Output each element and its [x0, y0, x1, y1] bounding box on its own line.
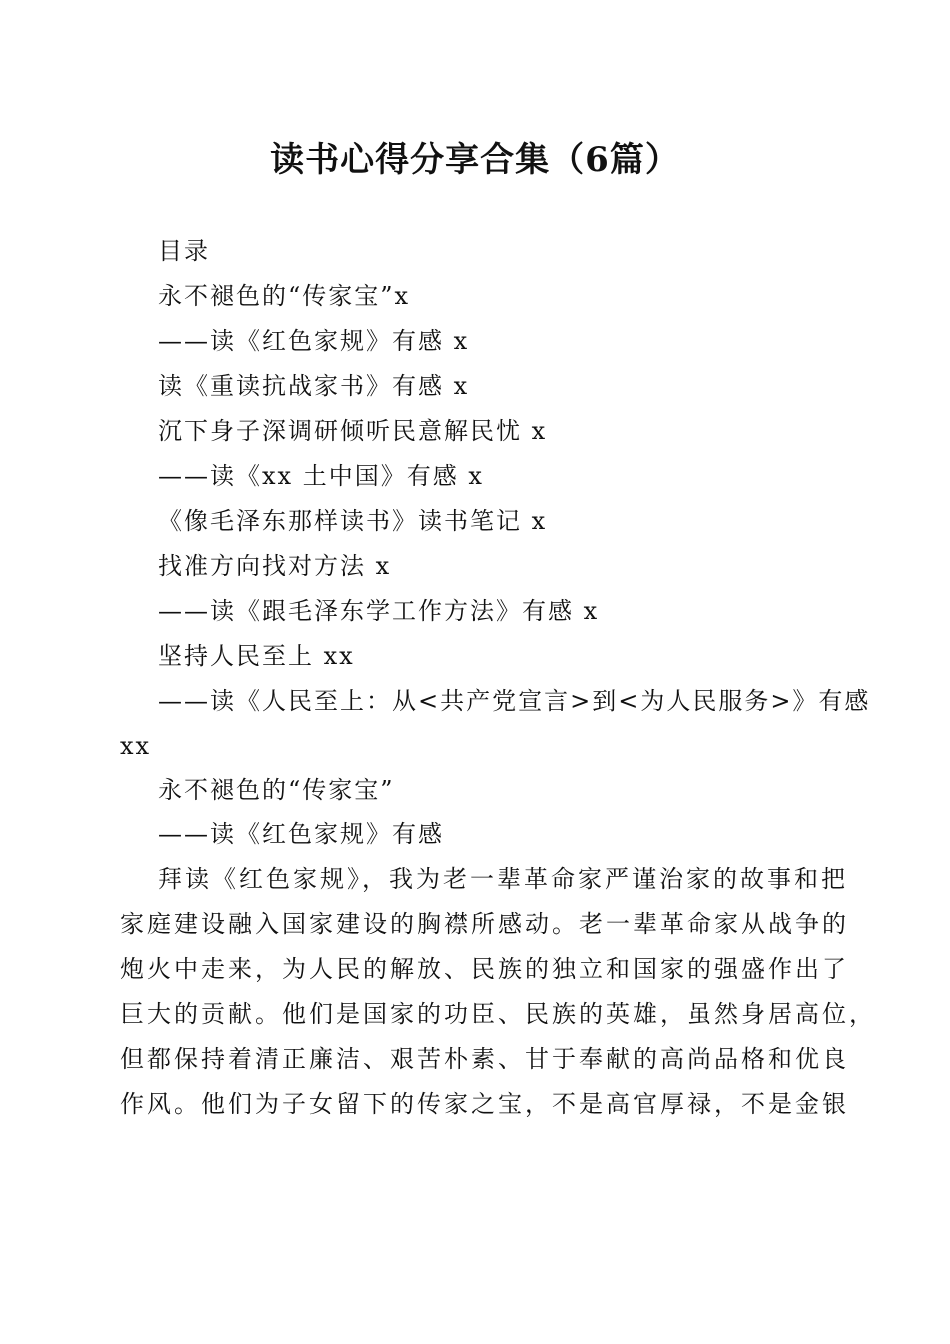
toc-heading: 目录: [158, 237, 210, 265]
toc-entry: 沉下身子深调研倾听民意解民忧 x: [158, 417, 548, 445]
toc-entry: 坚持人民至上 xx: [158, 642, 355, 670]
toc-entry: 读《重读抗战家书》有感 x: [158, 372, 470, 400]
toc-entry-continuation: xx: [120, 732, 152, 760]
article-paragraph-line: 作风。他们为子女留下的传家之宝，不是高官厚禄，不是金银: [120, 1090, 849, 1118]
article-subtitle: ——读《红色家规》有感: [158, 820, 444, 848]
toc-entry: 找准方向找对方法 x: [158, 552, 392, 580]
toc-entry: ——读《红色家规》有感 x: [158, 327, 470, 355]
document-title: 读书心得分享合集（6篇）: [270, 140, 680, 180]
article-paragraph-line: 拜读《红色家规》，我为老一辈革命家严谨治家的故事和把: [158, 865, 848, 893]
article-paragraph-line: 巨大的贡献。他们是国家的功臣、民族的英雄，虽然身居高位，: [120, 1000, 876, 1028]
article-paragraph-line: 家庭建设融入国家建设的胸襟所感动。老一辈革命家从战争的: [120, 910, 849, 938]
toc-entry: ——读《跟毛泽东学工作方法》有感 x: [158, 597, 600, 625]
toc-entry: 永不褪色的“传家宝”x: [158, 282, 411, 310]
toc-entry: ——读《人民至上：从<共产党宣言>到<为人民服务>》有感: [158, 687, 871, 715]
article-paragraph-line: 但都保持着清正廉洁、艰苦朴素、甘于奉献的高尚品格和优良: [120, 1045, 849, 1073]
article-paragraph-line: 炮火中走来，为人民的解放、民族的独立和国家的强盛作出了: [120, 955, 849, 983]
toc-entry: 《像毛泽东那样读书》读书笔记 x: [158, 507, 548, 535]
toc-entry: ——读《xx 土中国》有感 x: [158, 462, 484, 490]
article-title: 永不褪色的“传家宝”: [158, 776, 395, 804]
